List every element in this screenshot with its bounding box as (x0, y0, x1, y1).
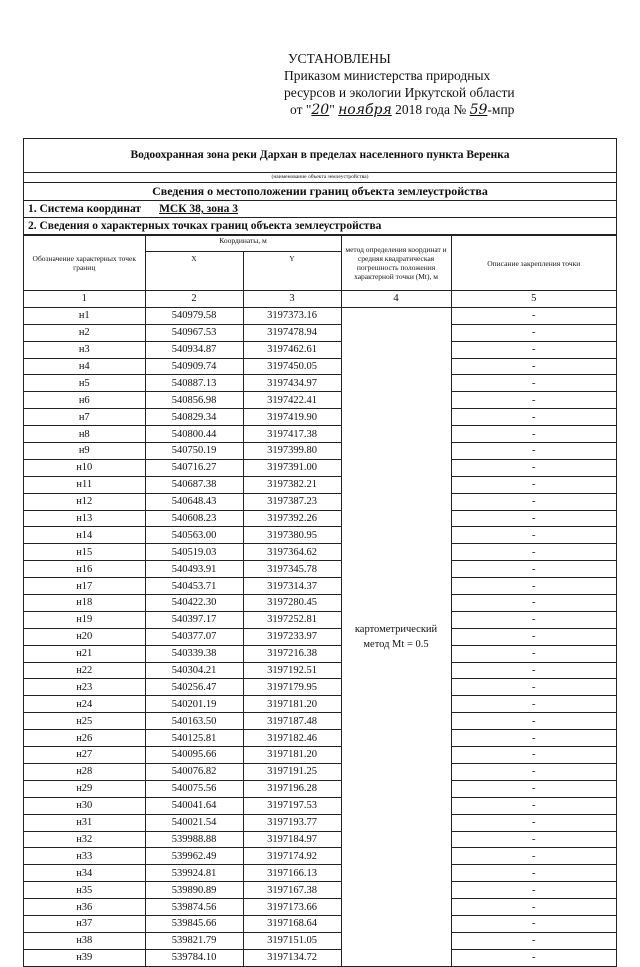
point-id-cell: н25 (24, 713, 145, 730)
header-coords: Координаты, м (145, 236, 341, 252)
x-coordinate-cell: 540563.00 (145, 527, 243, 544)
point-id-cell: н18 (24, 595, 145, 612)
x-coordinate-cell: 540934.87 (145, 341, 243, 358)
point-id-cell: н22 (24, 662, 145, 679)
coordinate-system-value: МСК 38, зона 3 (159, 203, 238, 215)
fixation-description-cell: - (451, 848, 616, 865)
fixation-description-cell: - (451, 595, 616, 612)
point-id-cell: н10 (24, 459, 145, 476)
approval-title: УСТАНОВЛЕНЫ (288, 51, 391, 66)
y-coordinate-cell: 3197168.64 (243, 915, 341, 932)
table-row (24, 358, 616, 375)
fixation-description-cell: - (451, 375, 616, 392)
column-number: 1 (24, 291, 145, 308)
fixation-description-cell: - (451, 527, 616, 544)
x-coordinate-cell: 540979.58 (145, 307, 243, 324)
fixation-description-cell: - (451, 341, 616, 358)
point-id-cell: н17 (24, 578, 145, 595)
table-row (24, 882, 616, 899)
x-coordinate-cell: 540304.21 (145, 662, 243, 679)
y-coordinate-cell: 3197422.41 (243, 392, 341, 409)
x-coordinate-cell: 540256.47 (145, 679, 243, 696)
x-coordinate-cell: 539924.81 (145, 865, 243, 882)
fixation-description-cell: - (451, 307, 616, 324)
x-coordinate-cell: 540339.38 (145, 645, 243, 662)
fixation-description-cell: - (451, 645, 616, 662)
fixation-description-cell: - (451, 544, 616, 561)
fixation-description-cell: - (451, 561, 616, 578)
approval-suffix: -мпр (487, 102, 515, 117)
fixation-description-cell: - (451, 358, 616, 375)
point-id-cell: н26 (24, 730, 145, 747)
fixation-description-cell: - (451, 882, 616, 899)
table-row (24, 392, 616, 409)
point-id-cell: н23 (24, 679, 145, 696)
point-id-cell: н2 (24, 324, 145, 341)
y-coordinate-cell: 3197417.38 (243, 426, 341, 443)
table-row (24, 611, 616, 628)
table-row (24, 730, 616, 747)
method-accuracy: метод Mt = 0.5 (363, 638, 429, 650)
approval-order-line: Приказом министерства природных (284, 68, 491, 83)
x-coordinate-cell: 539988.88 (145, 831, 243, 848)
x-coordinate-cell: 540076.82 (145, 763, 243, 780)
y-coordinate-cell: 3197392.26 (243, 510, 341, 527)
fixation-description-cell: - (451, 814, 616, 831)
fixation-description-cell: - (451, 831, 616, 848)
x-coordinate-cell: 539874.56 (145, 899, 243, 916)
y-coordinate-cell: 3197134.72 (243, 949, 341, 966)
x-coordinate-cell: 540608.23 (145, 510, 243, 527)
x-coordinate-cell: 540075.56 (145, 780, 243, 797)
point-id-cell: н30 (24, 797, 145, 814)
y-coordinate-cell: 3197373.16 (243, 307, 341, 324)
x-coordinate-cell: 540887.13 (145, 375, 243, 392)
x-coordinate-cell: 539845.66 (145, 915, 243, 932)
table-row (24, 696, 616, 713)
header-point: Обозначение характерных точек границ (24, 236, 145, 291)
approval-number: 59 (469, 102, 488, 118)
point-id-cell: н24 (24, 696, 145, 713)
x-coordinate-cell: 540909.74 (145, 358, 243, 375)
approval-stamp (284, 50, 515, 119)
y-coordinate-cell: 3197192.51 (243, 662, 341, 679)
y-coordinate-cell: 3197151.05 (243, 932, 341, 949)
x-coordinate-cell: 540397.17 (145, 611, 243, 628)
approval-month: ноября (338, 102, 392, 118)
y-coordinate-cell: 3197280.45 (243, 595, 341, 612)
x-coordinate-cell: 540648.43 (145, 493, 243, 510)
point-id-cell: н12 (24, 493, 145, 510)
fixation-description-cell: - (451, 730, 616, 747)
point-id-cell: н11 (24, 476, 145, 493)
fixation-description-cell: - (451, 426, 616, 443)
y-coordinate-cell: 3197419.90 (243, 409, 341, 426)
table-row (24, 814, 616, 831)
point-id-cell: н33 (24, 848, 145, 865)
x-coordinate-cell: 540021.54 (145, 814, 243, 831)
x-coordinate-cell: 540095.66 (145, 747, 243, 764)
y-coordinate-cell: 3197173.66 (243, 899, 341, 916)
land-object-form (23, 138, 617, 967)
table-row (24, 899, 616, 916)
fixation-description-cell: - (451, 409, 616, 426)
header-y: Y (243, 252, 341, 291)
y-coordinate-cell: 3197478.94 (243, 324, 341, 341)
fixation-description-cell: - (451, 578, 616, 595)
point-id-cell: н39 (24, 949, 145, 966)
header-x: X (145, 252, 243, 291)
point-id-cell: н14 (24, 527, 145, 544)
table-row (24, 949, 616, 966)
y-coordinate-cell: 3197181.20 (243, 696, 341, 713)
y-coordinate-cell: 3197184.97 (243, 831, 341, 848)
y-coordinate-cell: 3197182.46 (243, 730, 341, 747)
header-method: метод определения координат и средняя квадратическая погрешность положения характерной точки (Mt), м (341, 236, 451, 291)
y-coordinate-cell: 3197233.97 (243, 628, 341, 645)
table-row (24, 763, 616, 780)
fixation-description-cell: - (451, 949, 616, 966)
y-coordinate-cell: 3197252.81 (243, 611, 341, 628)
x-coordinate-cell: 540750.19 (145, 443, 243, 460)
approval-date-line (284, 101, 515, 119)
x-coordinate-cell: 540687.38 (145, 476, 243, 493)
table-row (24, 510, 616, 527)
x-coordinate-cell: 540377.07 (145, 628, 243, 645)
approval-year: 2018 года № (395, 102, 467, 117)
point-id-cell: н5 (24, 375, 145, 392)
point-id-cell: н16 (24, 561, 145, 578)
y-coordinate-cell: 3197167.38 (243, 882, 341, 899)
fixation-description-cell: - (451, 324, 616, 341)
x-coordinate-cell: 540716.27 (145, 459, 243, 476)
x-coordinate-cell: 540829.34 (145, 409, 243, 426)
y-coordinate-cell: 3197179.95 (243, 679, 341, 696)
fixation-description-cell: - (451, 763, 616, 780)
table-row (24, 476, 616, 493)
fixation-description-cell: - (451, 747, 616, 764)
point-id-cell: н38 (24, 932, 145, 949)
fixation-description-cell: - (451, 476, 616, 493)
fixation-description-cell: - (451, 780, 616, 797)
table-row (24, 645, 616, 662)
table-row (24, 780, 616, 797)
y-coordinate-cell: 3197174.92 (243, 848, 341, 865)
object-title-note: (наименование объекта землеустройства) (24, 173, 616, 183)
x-coordinate-cell: 540519.03 (145, 544, 243, 561)
fixation-description-cell: - (451, 713, 616, 730)
section-title: Сведения о местоположении границ объекта землеустройства (24, 183, 616, 201)
y-coordinate-cell: 3197193.77 (243, 814, 341, 831)
table-row (24, 459, 616, 476)
coordinate-system-row (24, 201, 616, 218)
point-id-cell: н1 (24, 307, 145, 324)
fixation-description-cell: - (451, 459, 616, 476)
x-coordinate-cell: 540163.50 (145, 713, 243, 730)
point-id-cell: н35 (24, 882, 145, 899)
fixation-description-cell: - (451, 932, 616, 949)
point-id-cell: н19 (24, 611, 145, 628)
date-prefix: от " (290, 102, 312, 117)
approval-ministry-line: ресурсов и экологии Иркутской области (284, 85, 515, 100)
point-id-cell: н21 (24, 645, 145, 662)
table-row (24, 375, 616, 392)
y-coordinate-cell: 3197391.00 (243, 459, 341, 476)
fixation-description-cell: - (451, 662, 616, 679)
table-row (24, 341, 616, 358)
date-quote: " (329, 102, 335, 117)
y-coordinate-cell: 3197387.23 (243, 493, 341, 510)
table-row (24, 307, 616, 324)
fixation-description-cell: - (451, 628, 616, 645)
table-row (24, 493, 616, 510)
x-coordinate-cell: 540453.71 (145, 578, 243, 595)
fixation-description-cell: - (451, 797, 616, 814)
table-row (24, 527, 616, 544)
x-coordinate-cell: 540800.44 (145, 426, 243, 443)
y-coordinate-cell: 3197434.97 (243, 375, 341, 392)
fixation-description-cell: - (451, 865, 616, 882)
method-cell (341, 307, 451, 966)
y-coordinate-cell: 3197196.28 (243, 780, 341, 797)
point-id-cell: н3 (24, 341, 145, 358)
table-row (24, 561, 616, 578)
table-row (24, 324, 616, 341)
point-id-cell: н6 (24, 392, 145, 409)
point-id-cell: н31 (24, 814, 145, 831)
x-coordinate-cell: 539890.89 (145, 882, 243, 899)
table-row (24, 679, 616, 696)
column-number: 5 (451, 291, 616, 308)
y-coordinate-cell: 3197364.62 (243, 544, 341, 561)
table-row (24, 932, 616, 949)
coordinates-body (24, 291, 616, 967)
table-row (24, 831, 616, 848)
fixation-description-cell: - (451, 443, 616, 460)
fixation-description-cell: - (451, 611, 616, 628)
table-row (24, 578, 616, 595)
x-coordinate-cell: 539821.79 (145, 932, 243, 949)
table-row (24, 628, 616, 645)
point-id-cell: н13 (24, 510, 145, 527)
y-coordinate-cell: 3197216.38 (243, 645, 341, 662)
x-coordinate-cell: 540856.98 (145, 392, 243, 409)
fixation-description-cell: - (451, 915, 616, 932)
point-id-cell: н4 (24, 358, 145, 375)
y-coordinate-cell: 3197345.78 (243, 561, 341, 578)
point-id-cell: н28 (24, 763, 145, 780)
y-coordinate-cell: 3197462.61 (243, 341, 341, 358)
x-coordinate-cell: 539784.10 (145, 949, 243, 966)
fixation-description-cell: - (451, 392, 616, 409)
table-row (24, 848, 616, 865)
object-title: Водоохранная зона реки Дархан в пределах населенного пункта Веренка (24, 139, 616, 173)
table-row (24, 443, 616, 460)
approval-day: 20 (311, 102, 330, 118)
fixation-description-cell: - (451, 696, 616, 713)
point-id-cell: н20 (24, 628, 145, 645)
y-coordinate-cell: 3197314.37 (243, 578, 341, 595)
x-coordinate-cell: 540422.30 (145, 595, 243, 612)
column-number: 3 (243, 291, 341, 308)
y-coordinate-cell: 3197380.95 (243, 527, 341, 544)
table-row (24, 426, 616, 443)
table-row (24, 747, 616, 764)
table-row (24, 409, 616, 426)
point-id-cell: н34 (24, 865, 145, 882)
point-id-cell: н15 (24, 544, 145, 561)
fixation-description-cell: - (451, 510, 616, 527)
y-coordinate-cell: 3197191.25 (243, 763, 341, 780)
y-coordinate-cell: 3197382.21 (243, 476, 341, 493)
table-row (24, 544, 616, 561)
y-coordinate-cell: 3197166.13 (243, 865, 341, 882)
table-row (24, 797, 616, 814)
point-id-cell: н32 (24, 831, 145, 848)
column-numbers-row (24, 291, 616, 308)
point-id-cell: н8 (24, 426, 145, 443)
table-row (24, 865, 616, 882)
y-coordinate-cell: 3197187.48 (243, 713, 341, 730)
y-coordinate-cell: 3197450.05 (243, 358, 341, 375)
coordinate-system-label: 1. Система координат (28, 203, 142, 215)
column-number: 4 (341, 291, 451, 308)
x-coordinate-cell: 540125.81 (145, 730, 243, 747)
x-coordinate-cell: 540493.91 (145, 561, 243, 578)
y-coordinate-cell: 3197197.53 (243, 797, 341, 814)
table-row (24, 713, 616, 730)
point-id-cell: н27 (24, 747, 145, 764)
header-description: Описание закрепления точки (451, 236, 616, 291)
y-coordinate-cell: 3197399.80 (243, 443, 341, 460)
column-number: 2 (145, 291, 243, 308)
x-coordinate-cell: 539962.49 (145, 848, 243, 865)
method-line: картометрический (354, 623, 438, 635)
points-heading: 2. Сведения о характерных точках границ объекта землеустройства (24, 218, 616, 235)
fixation-description-cell: - (451, 899, 616, 916)
x-coordinate-cell: 540967.53 (145, 324, 243, 341)
fixation-description-cell: - (451, 679, 616, 696)
point-id-cell: н36 (24, 899, 145, 916)
point-id-cell: н7 (24, 409, 145, 426)
point-id-cell: н29 (24, 780, 145, 797)
coordinates-table (24, 235, 616, 967)
table-row (24, 662, 616, 679)
x-coordinate-cell: 540041.64 (145, 797, 243, 814)
fixation-description-cell: - (451, 493, 616, 510)
point-id-cell: н37 (24, 915, 145, 932)
x-coordinate-cell: 540201.19 (145, 696, 243, 713)
y-coordinate-cell: 3197181.20 (243, 747, 341, 764)
table-row (24, 915, 616, 932)
point-id-cell: н9 (24, 443, 145, 460)
table-row (24, 595, 616, 612)
